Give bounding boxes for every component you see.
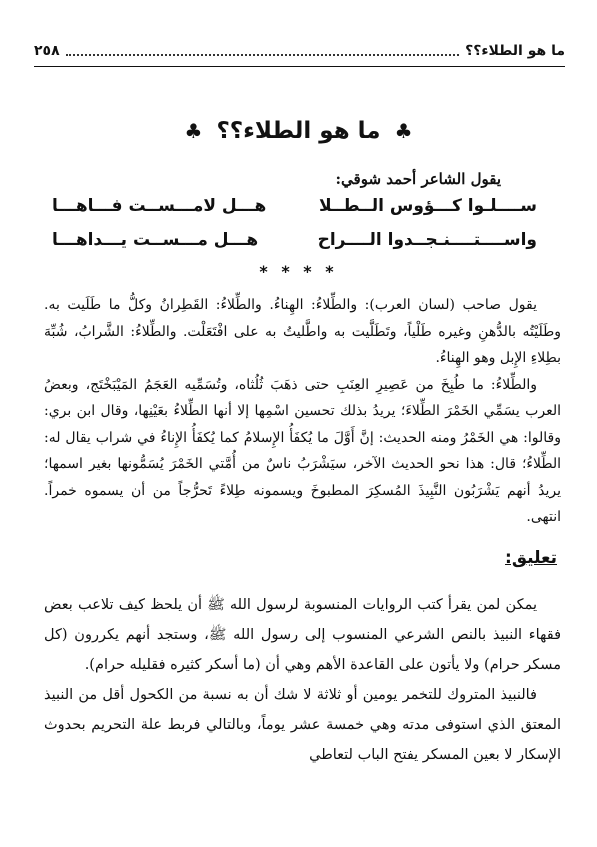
clover-ornament-icon: ♣ <box>184 119 203 143</box>
clover-ornament-icon: ♣ <box>394 119 413 143</box>
chapter-title: ما هو الطلاء؟؟ <box>216 118 381 144</box>
poem-intro: يقول الشاعر أحمد شوقي: <box>335 170 501 188</box>
paragraph: يقول صاحب (لسان العرب): والطِّلاءُ: الهِناءُ. والطِّلاءُ: القَطِرانُ وكلُّ ما طَلَيت به. وطَلَيْتُه بالدُّهنِ وغيره طَلْياً، وتَطَلَّيت به واطَّليتُ به على افْتَعَلْت. والطِّلاءُ: الشَّرابُ، شُبِّهَ بطِلاءِ الإِبل وهو الهِناءُ. <box>44 297 561 366</box>
comment-heading: تعليق: <box>505 548 557 568</box>
header-rule <box>34 66 565 67</box>
running-header <box>34 40 565 62</box>
section-separator: * * * * <box>259 262 338 281</box>
poem-hemistich-right: واســــتــــنـجــدوا الــــراح <box>317 230 537 250</box>
poem-hemistich-left: هـــل لامـــســت فـــاهـــا <box>52 196 267 216</box>
poem-line <box>52 230 537 250</box>
page-number: ٢٥٨ <box>34 43 60 59</box>
poem-hemistich-right: ســــلـوا كـــؤوس الــطــلا <box>319 196 537 216</box>
chapter-title-block <box>0 118 597 144</box>
running-title: ما هو الطلاء؟؟ <box>465 43 565 59</box>
paragraph: يمكن لمن يقرأ كتب الروايات المنسوبة لرسول الله ﷺ أن يلحظ كيف تلاعب بعض فقهاء النبيذ بالنص الشرعي المنسوب إلى رسول الله ﷺ، وستجد أنهم يكررون (كل مسكر حرام) ولا يأتون على القاعدة الأهم وهي أن (ما أسكر كثيره فقليله حرام). <box>44 597 561 673</box>
paragraph: فالنبيذ المتروك للتخمر يومين أو ثلاثة لا شك أن به نسبة من الكحول أقل من النبيذ المعتق الذي استوفى مدته وهي خمسة عشر يوماً، وبالتالي فربط علة التحريم بحدوث الإسكار لا بعين المسكر يفتح الباب لتعاطي <box>44 687 561 763</box>
poem-hemistich-left: هـــل مـــســت يـــداهـــا <box>52 230 259 250</box>
body-text <box>44 292 561 531</box>
poem-line <box>52 196 537 216</box>
paragraph: والطِّلاءُ: ما طُبِخَ من عَصِيرِ العِنَبِ حتى ذهَبَ ثُلُثاه، وتُسَمِّيه العَجَمُ المَيْبَخْتَج، وبعضُ العرب يسَمِّي الخَمْرَ الطِّلاءَ؛ يريدُ بذلك تحسين اسْمِها إلا أنها الطِّلاءُ بعَيْنِها، وقال ابن بري: وقالوا: هي الخَمْرُ ومنه الحديث: إنَّ أَوَّلَ ما يُكفَأُ الإِسلامُ كما يُكفَأُ الإِناءُ في شراب يقال له: الطِّلاءُ؛ قال: هذا نحو الحديث الآخر، سيَشْرَبُ ناسٌ من أُمَّتي الخَمْرَ يُسَمُّونها بغير اسمها؛ يريدُ أنهم يَشْرَبُون النَّبِيذَ المُسكِرَ المطبوخَ ويسمونه طِلاءً تَحرُّجاً من أن يسموه خمراً. انتهى. <box>44 376 561 525</box>
header-leader-dots <box>66 46 459 56</box>
comment-text <box>44 590 561 770</box>
